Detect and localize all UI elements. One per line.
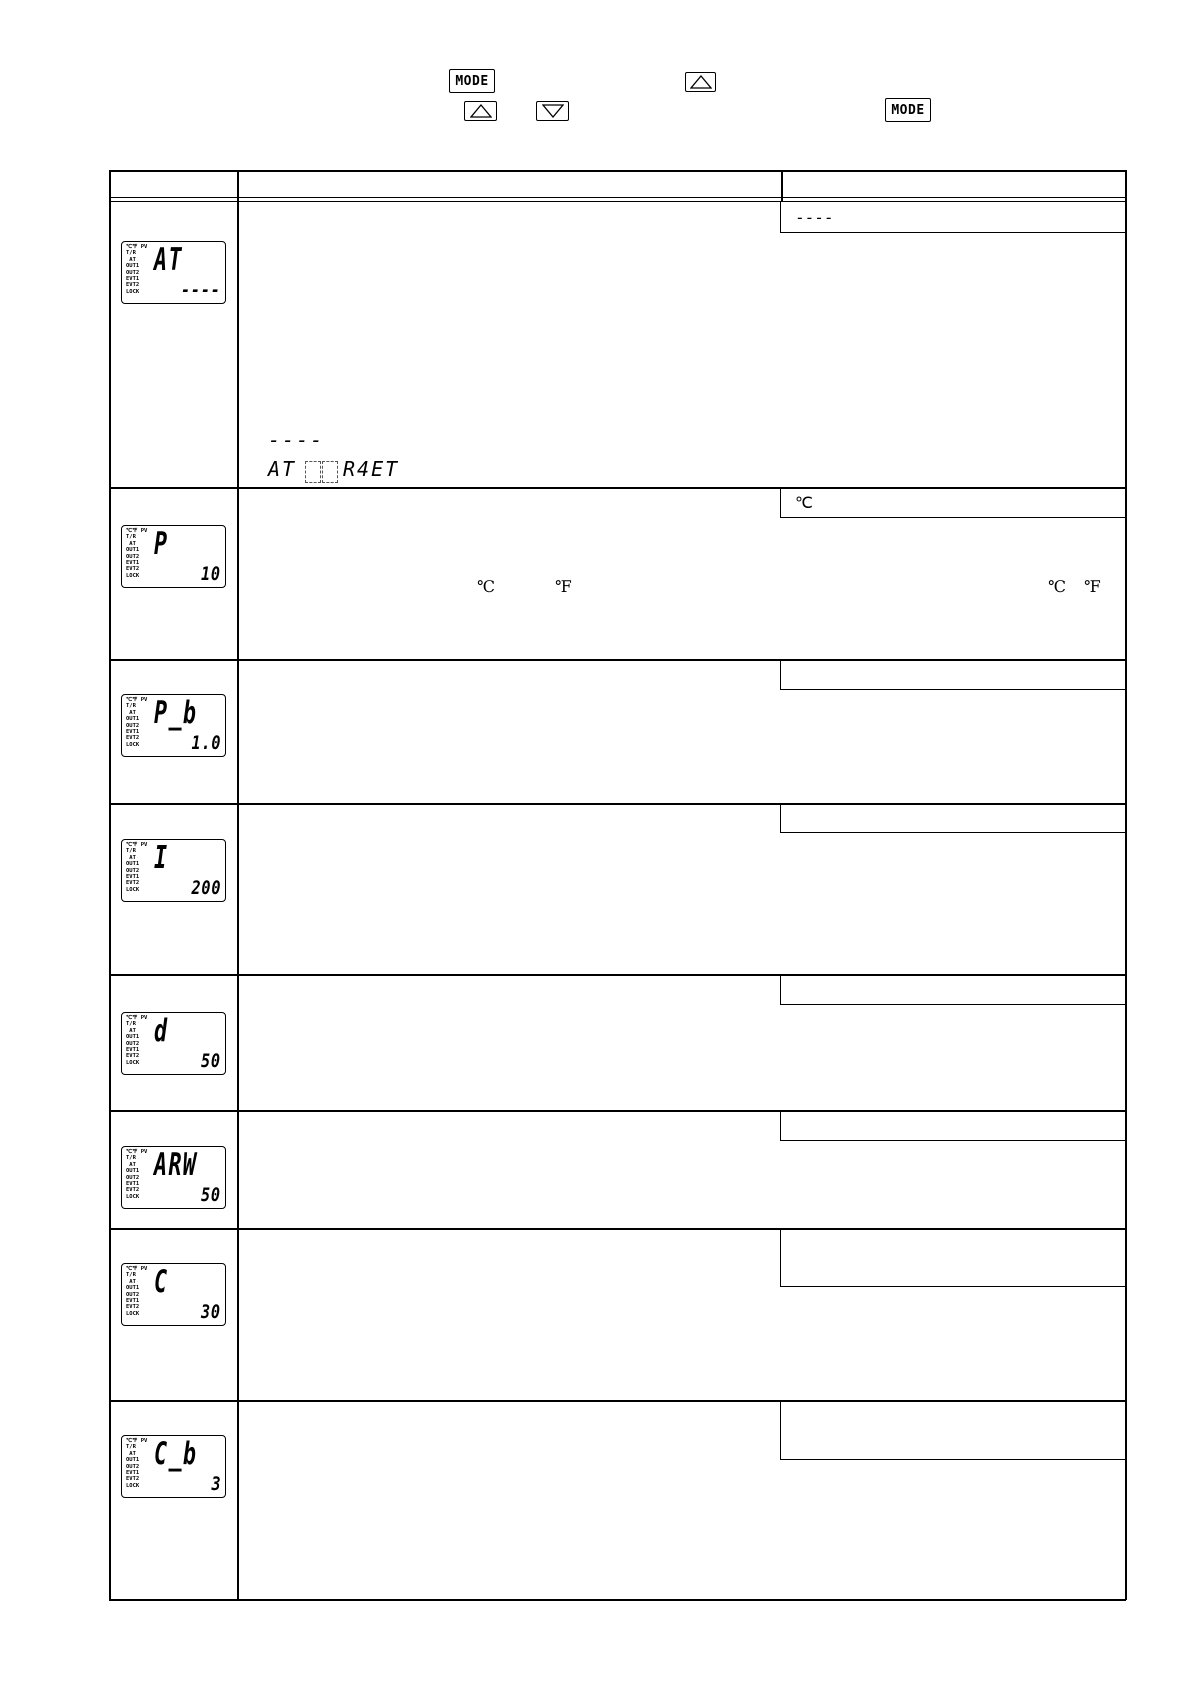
indicator-labels: ℃℉ PV T/R AT OUT1 OUT2 EVT1 EVT2 LOCK [126, 244, 148, 295]
at-note-segment-left: AT [268, 457, 297, 481]
at-note-dashes: ---- [268, 428, 325, 452]
lcd-display-c-b [121, 1435, 226, 1498]
indicator-labels: ℃℉ PV T/R AT OUT1 OUT2 EVT1 EVT2 LOCK [126, 1438, 148, 1489]
lcd-main-text: AT [154, 242, 183, 278]
blank-digit-box [322, 461, 338, 483]
mode-key-top: MODE [449, 69, 495, 93]
lcd-sub-text: 10 [201, 563, 221, 585]
setting-cell-arw [780, 1111, 1126, 1141]
indicator-labels: ℃℉ PV T/R AT OUT1 OUT2 EVT1 EVT2 LOCK [126, 1015, 148, 1066]
setting-cell-at: ---- [780, 202, 1126, 233]
indicator-labels: ℃℉ PV T/R AT OUT1 OUT2 EVT1 EVT2 LOCK [126, 1149, 148, 1200]
indicator-labels: ℃℉ PV T/R AT OUT1 OUT2 EVT1 EVT2 LOCK [126, 528, 148, 579]
blank-digit-box [305, 461, 321, 483]
lcd-display-i [121, 839, 226, 902]
unit-fahrenheit: ℉ [555, 577, 572, 596]
indicator-labels: ℃℉ PV T/R AT OUT1 OUT2 EVT1 EVT2 LOCK [126, 842, 148, 893]
lcd-sub-text: ---- [181, 279, 221, 301]
up-triangle-icon [690, 75, 712, 89]
unit-celsius-right: ℃ [1048, 577, 1066, 596]
lcd-display-c [121, 1263, 226, 1326]
lcd-display-p [121, 525, 226, 588]
setting-cell-d [780, 975, 1126, 1005]
setting-cell-c-b [780, 1401, 1126, 1460]
setting-cell-p-b [780, 660, 1126, 690]
lcd-main-text: P [154, 526, 169, 562]
setting-cell-i [780, 804, 1126, 833]
lcd-main-text: d [154, 1013, 169, 1049]
down-triangle-icon [542, 104, 564, 118]
lcd-sub-text: 30 [201, 1301, 221, 1323]
lcd-sub-text: 1.0 [191, 732, 221, 754]
lcd-display-p-b [121, 694, 226, 757]
unit-fahrenheit-right: ℉ [1084, 577, 1101, 596]
lcd-display-d [121, 1012, 226, 1075]
unit-celsius: ℃ [477, 577, 495, 596]
lcd-sub-text: 50 [201, 1184, 221, 1206]
setting-cell-p: ℃ [780, 488, 1126, 518]
lcd-sub-text: 50 [201, 1050, 221, 1072]
indicator-labels: ℃℉ PV T/R AT OUT1 OUT2 EVT1 EVT2 LOCK [126, 697, 148, 748]
lcd-sub-text: 3 [211, 1473, 221, 1495]
lcd-main-text: C [154, 1264, 169, 1300]
lcd-main-text: ARW [154, 1147, 198, 1183]
down-key [536, 101, 569, 121]
up-key-top [685, 72, 716, 92]
up-key [464, 101, 497, 121]
at-note-segment-right: R4ET [343, 457, 400, 481]
lcd-display-at [121, 241, 226, 304]
mode-key-right: MODE [885, 98, 931, 122]
lcd-main-text: P_b [154, 695, 198, 731]
lcd-main-text: C_b [154, 1436, 198, 1472]
lcd-sub-text: 200 [191, 877, 221, 899]
setting-cell-c [780, 1229, 1126, 1287]
lcd-display-arw [121, 1146, 226, 1209]
up-triangle-icon [470, 104, 492, 118]
lcd-main-text: I [154, 840, 169, 876]
indicator-labels: ℃℉ PV T/R AT OUT1 OUT2 EVT1 EVT2 LOCK [126, 1266, 148, 1317]
